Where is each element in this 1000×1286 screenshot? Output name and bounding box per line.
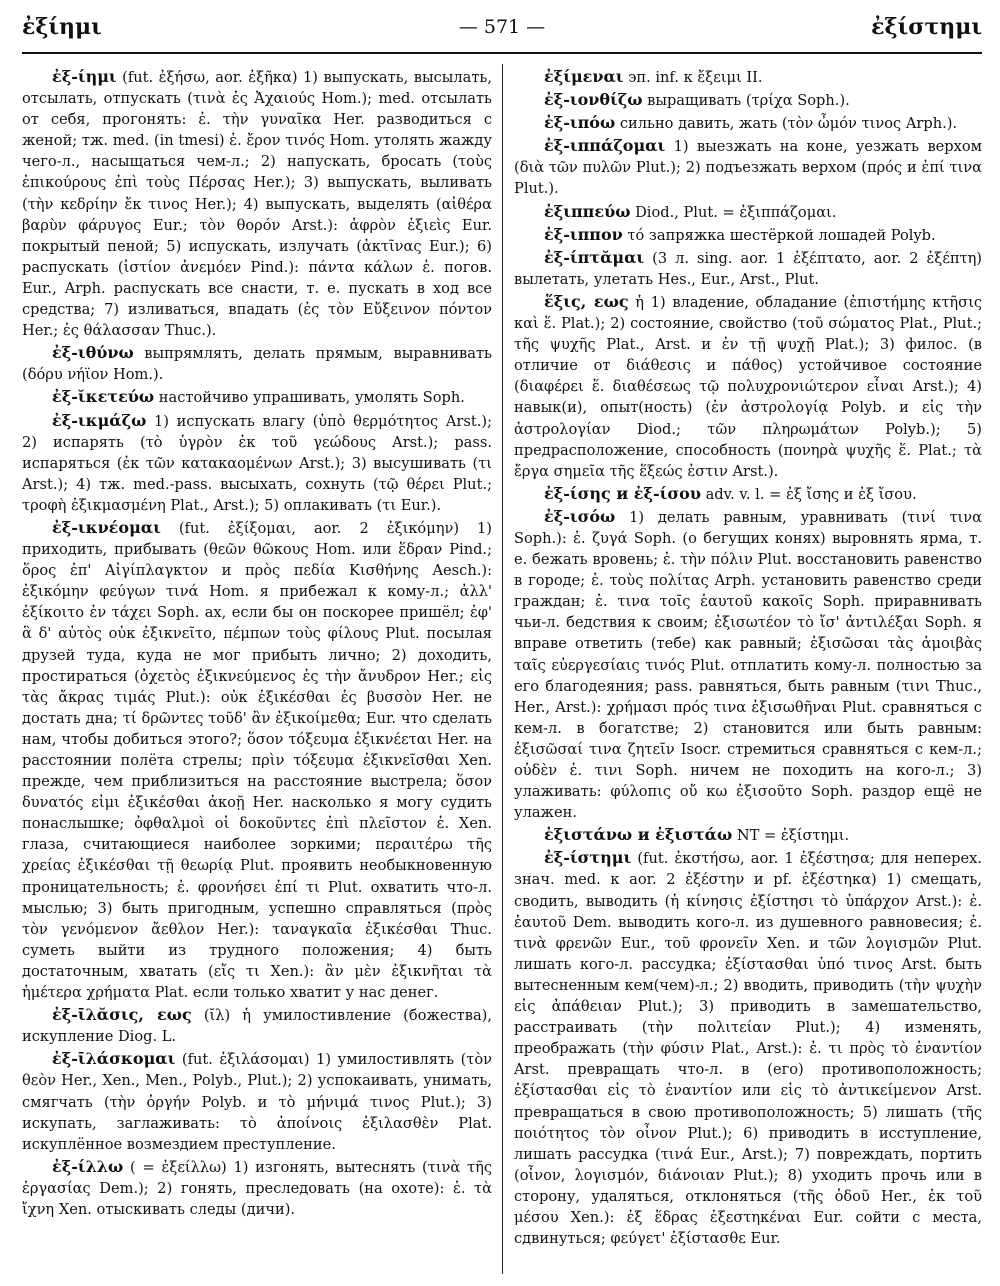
- entry-definition: (3 л. sing. aor. 1 ἐξέπτατο, aor. 2 ἐξέπτη) вылетать, улетать Hes., Eur., Arst., Plut.: [514, 249, 983, 288]
- entry-definition: 1) выезжать на коне, уезжать верхом (διὰ τῶν πυλῶν Plut.); 2) подъезжать верхом (πρός и ἐπί τινα Plut.).: [514, 138, 983, 198]
- entry-definition: (fut. ἐξήσω, aor. ἐξῆκα) 1) выпускать, высылать, отсылать, отпускать (τινὰ ἐς Ἀχαιούς Hom.); med. отсылать от себя, прогонять: ἐ. τὴν γυναῖκα Her. разводиться с женой; тж. med. (in tmesi) ἐ. ἔρον τινός Hom. утолять жажду чего-л., насыщаться чем-л.; 2) напускать, бросать (τοὺς ἐπικούρους ἐπὶ τοὺς Πέρσας Her.); 3) выпускать, выливать (τὴν κεδρίην ἔκ τινος Her.); 4) выпускать, выделять (αἰθέρα βαρὺν φάρυγος Eur.; τὸν θορόν Arst.): ἀφρὸν ἐξιεὶς Eur. покрытый пеной; 5) испускать, излучать (ἀκτῖνας Eur.); 6) распускать (ἱστίον ἀνεμόεν Pind.): πάντα κάλων ἐ. погов. Eur., Arph. распускать все снасти, т. е. пускать в ход все средства; 7) изливаться, впадать (ἐς τὸν Εὔξεινον πόντον Her.; ἐς θάλασσαν Thuc.).: [22, 69, 492, 340]
- entry-headword: ἐξ-ιπόω: [544, 113, 616, 133]
- entry-headword: ἐξ-ικμάζω: [52, 410, 147, 430]
- entry-definition: выращивать (τρίχα Soph.).: [647, 92, 850, 110]
- entry-definition: 1) испускать влагу (ὑπὸ θερμότητος Arst.); 2) испарять (τὸ ὑγρὸν ἐκ τοῦ γεώδους Arst.); pass. испаряться (ἐκ τῶν κατακαομένων Arst.); 3) высушивать (τι Arst.); 4) тж. med.-pass. высыхать, сохнуть (τῷ θέρει Plut.; τροφὴ ἐξικμασμένη Plat., Arst.); 5) оплакивать (τι Eur.).: [22, 412, 493, 514]
- entry-definition: Diod., Plut. = ἐξιππάζομαι.: [635, 203, 837, 221]
- dictionary-entry: [22, 386, 492, 408]
- entry-headword: ἐξ-ῑλάσκομαι: [52, 1049, 176, 1069]
- entry-definition: ( = ἐξείλλω) 1) изгонять, вытеснять (τινὰ τῆς ἐργασίας Dem.); 2) гонять, преследовать (на охоте): ἐ. τὰ ἴχνη Xen. отыскивать следы (дичи).: [22, 1158, 493, 1218]
- dictionary-entry: [22, 1048, 492, 1154]
- entry-definition: adv. v. l. = ἐξ ἴσης и ἐξ ἴσου.: [705, 485, 917, 503]
- header-right-guide-word: ἐξίστημι: [871, 14, 982, 40]
- entry-headword: ἐξ-ίσης и ἐξ-ίσου: [544, 483, 701, 503]
- entry-headword: ἐξ-ίπτᾰμαι: [544, 247, 645, 267]
- entry-definition: (fut. ἐκστήσω, aor. 1 ἐξέστησα; для неперех. знач. med. к aor. 2 ἐξέστην и pf. ἐξέστηκα) 1) смещать, сводить, выводить (ἡ κίνησις ἐξίστησι τὸ ὑπάρχον Arst.): ἐ. ἑαυτοῦ Dem. выводить кого-л. из душевного равновесия; ἐ. τινὰ φρενῶν Eur., τοῦ φρονεῖν Xen. и τῶν λογισμῶν Plut. лишать кого-л. рассудка; ἐξίστασθαι ὑπό τινος Arst. быть вытесненным кем(чем)-л.; 2) вводить, приводить (τὴν ψυχὴν εἰς ἀπάθειαν Plut.); 3) приводить в замешательство, расстраивать (τὴν πολιτείαν Plut.); 4) изменять, преображать (τὴν φύσιν Plat., Arst.): ἐ. τι πρὸς τὸ ἐναντίον Arst. превращать что-л. в (его) противоположность; ἐξίστασθαι εἰς τὸ ἐναντίον или εἰς τὸ ἀντικείμενον Arst. превращаться в свою противоположность; 5) лишать (τῆς ποιότητος τὸν οἶνον Plut.); 6) приводить в исступление, лишать рассудка (τινά Eur., Arst.); 7) повреждать, портить (οἶνον, λογισμόν, διάνοιαν Plut.); 8) уходить прочь или в сторону, удаляться, отклоняться (τῆς ὁδοῦ Her., ἐκ τοῦ μέσου Xen.): ἐξ ἕδρας ἐξεστηκέναι Eur. сойти с места, сдвинуться; φεύγετ' ἐξίστασθε Eur.: [514, 850, 983, 1248]
- dictionary-entry: [514, 112, 982, 134]
- dictionary-entry: [514, 824, 982, 846]
- dictionary-entry: [514, 224, 982, 246]
- dictionary-entry: [22, 517, 492, 1003]
- dictionary-entry: [514, 847, 982, 1249]
- entry-headword: ἐξ-ιθύνω: [52, 343, 134, 363]
- entry-headword: ἐξ-ιππάζομαι: [544, 136, 666, 156]
- dictionary-entry: [22, 342, 492, 385]
- dictionary-entry: [514, 247, 982, 290]
- dictionary-entry: [514, 506, 982, 823]
- right-column: [514, 66, 982, 1250]
- entry-headword: ἐξ-ῑλᾰσις, εως: [52, 1005, 192, 1025]
- dictionary-entry: [514, 66, 982, 88]
- dictionary-entry: [514, 89, 982, 111]
- dictionary-entry: [22, 410, 492, 516]
- entry-headword: ἐξιστάνω и ἐξιστάω: [544, 825, 733, 845]
- entry-headword: ἐξ-ικνέομαι: [52, 517, 161, 537]
- dictionary-entry: [514, 135, 982, 199]
- entry-definition: (ῐλ) ἡ умилостивление (божества), искупление Diog. L.: [22, 1007, 492, 1046]
- dictionary-entry: [22, 1156, 492, 1220]
- dictionary-entry: [22, 66, 492, 341]
- entry-definition: NT = ἐξίστημι.: [736, 827, 850, 845]
- entry-headword: ἐξ-ίημι: [52, 67, 117, 86]
- header-left-guide-word: ἐξίημι: [22, 14, 102, 40]
- left-column: [22, 66, 492, 1221]
- dictionary-entry: [514, 483, 982, 505]
- page-header: [22, 14, 982, 48]
- entry-headword: ἐξιππεύω: [544, 201, 631, 221]
- entry-headword: ἐξ-ῐκετεύω: [52, 387, 155, 407]
- dictionary-entry: [22, 1004, 492, 1047]
- entry-headword: ἕξις, εως: [544, 291, 629, 311]
- dictionary-entry: [514, 201, 982, 223]
- entry-definition: τό запряжка шестёркой лошадей Polyb.: [627, 226, 936, 244]
- entry-definition: (fut. ἐξιλάσομαι) 1) умилостивлять (τὸν θεὸν Her., Xen., Men., Polyb., Plut.); 2) успокаивать, унимать, смягчать (τὴν ὀργήν Polyb. и τὸ μήνιμά τινος Plut.); 3) искупать, заглаживать: τὸ ἀποίνοις ἐξιλασθὲν Plat. искуплённое возмездием преступление.: [22, 1051, 492, 1153]
- entry-headword: ἐξ-ιονθίζω: [544, 90, 643, 110]
- entry-definition: сильно давить, жать (τὸν ὦμόν τινος Arph.).: [619, 115, 958, 133]
- entry-definition: настойчиво упрашивать, умолять Soph.: [158, 389, 465, 407]
- page-number: — 571 —: [458, 16, 546, 38]
- column-divider: [502, 64, 503, 1274]
- entry-headword: ἐξ-ίστημι: [544, 848, 632, 868]
- entry-definition: эп. inf. к ἔξειμι II.: [628, 69, 763, 86]
- entry-headword: ἐξ-ισόω: [544, 506, 616, 526]
- entry-definition: 1) делать равным, уравнивать (τινί τινα Soph.): ἐ. ζυγά Soph. (о бегущих конях) выровнять ярма, т. е. бежать вровень; ἐ. τὴν πόλιν Plut. восстановить равенство в городе; ἐ. τοὺς πολίτας Arph. установить равенство среди граждан; ἐ. τινα τοῖς ἑαυτοῦ κακοῖς Soph. приравнивать чьи-л. бедствия к своим; ἐξισωτέον τὸ ἴσ' ἀντιλέξαι Soph. я вправе ответить (тебе) как равный; ἐξισῶσαι τὰς ἀμοιβὰς ταῖς εὐεργεσίαις τινός Plut. отплатить кому-л. полностью за его благодеяния; pass. равняться, быть равным (τινι Thuc., Her., Arst.): χρήμασι πρός τινα ἐξισωθῆναι Plut. сравняться с кем-л. в богатстве; 2) становится или быть равным: ἐξισῶσαί τινα ζητεῖν Isocr. стремиться сравняться с кем-л.; οὐδὲν ἐ. τινι Soph. ничем не походить на кого-л.; 3) улаживать: φύλοπις οὔ κω ἐξισοῦτο Soph. раздор ещё не улажен.: [514, 508, 982, 822]
- entry-definition: ἡ 1) владение, обладание (ἐπιστήμης κτῆσις καὶ ἕ. Plat.); 2) состояние, свойство (τοῦ σώματος Plat., Plut.; τῆς ψυχῆς Plat., Arst. и ἐν τῇ ψυχῇ Plat.); 3) филос. (в отличие от διάθεσις и πάθος) устойчивое состояние (διαφέρει ἕ. διαθέσεως τῷ πολυχρονιώτερον εἶναι Arst.); 4) навык(и), опыт(ность) (ἐν ἀστρολογίᾳ Polyb. и εἰς τὴν ἀστρολογίαν Diod.; τῶν πληρωμάτων Polyb.); 5) предрасположение, способность (πονηρὰ ψυχῆς ἕ. Plat.; τὰ ἔργα σημεῖα τῆς ἕξεώς ἐστιν Arst.).: [514, 293, 983, 480]
- entry-headword: ἐξίμεναι: [544, 67, 624, 86]
- entry-headword: ἐξ-ίλλω: [52, 1156, 124, 1176]
- entry-definition: (fut. ἐξίξομαι, aor. 2 ἐξικόμην) 1) приходить, прибывать (θεῶν θῶκους Hom. или ἕδραν Pind.; ὅρος ἐπ' Αἰγίπλαγκτον и πρὸς πεδία Κισθήνης Aesch.): ἐξικόμην φεύγων τινά Hom. я прибежал к кому-л.; ἀλλ' ἐξίκοιτο ἐν τάχει Soph. ах, если бы он поскорее пришёл; ἐφ' ἃ δ' αὐτὸς οὐκ ἐξικνεῖτο, πέμπων τοὺς φίλους Plut. посылая друзей туда, куда не мог прибыть лично; 2) доходить, простираться (ὀχετὸς ἐξικνεύμενος ἐς τὴν ἄνυδρον Her.; εἰς τὰς ἄκρας τιμάς Plut.): οὐκ ἐξικέσθαι ἐς βυσσὸν Her. не достать дна; τί δρῶντες τοῦδ' ἂν ἐξικοίμεθα; Eur. что сделать нам, чтобы добиться этого?; ὅσον τόξευμα ἐξικνέεται Her. на расстоянии полёта стрелы; πρὶν τόξευμα ἐξικνεῖσθαι Xen. прежде, чем приблизиться на расстояние выстрела; ὅσον δυνατός εἰμι ἐξικέσθαι ἀκοῇ Her. насколько я могу судить понаслышке; ὀφθαλμοὶ οἱ δοκοῦντες ἐπὶ πλεῖστον ἐ. Xen. глаза, считающиеся наиболее зоркими; περαιτέρω τῆς χρείας ἐξικέσθαι τῇ θεωρίᾳ Plut. проявить необыкновенную проницательность; ἐ. φρονήσει ἐπί τι Plut. охватить что-л. мыслью; 3) быть пригодным, успешно справляться (πρὸς τὸν γενόμενον ἄεθλον Her.): ταναγκαῖα ἐξικέσθαι Thuc. суметь выйти из трудного положения; 4) быть достаточным, хватать (εἴς τι Xen.): ἂν μὲν ἐξικνῆται τὰ ἡμέτερα χρήματα Plat. если только хватит у нас денег.: [22, 519, 492, 1002]
- entry-definition: выпрямлять, делать прямым, выравнивать (δόρυ νήϊον Hom.).: [22, 345, 492, 384]
- header-rule: [22, 52, 982, 54]
- dictionary-entry: [514, 291, 982, 482]
- entry-headword: ἐξ-ιππον: [544, 224, 623, 244]
